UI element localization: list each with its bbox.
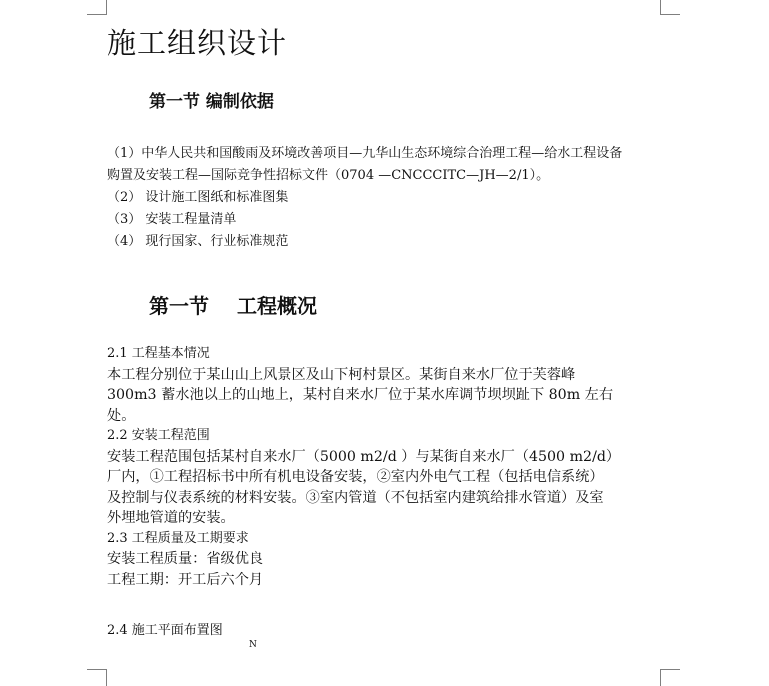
crop-mark-bottom-left-h	[87, 669, 107, 670]
paragraph-line: 及控制与仪表系统的材料安装。③室内管道（不包括室内建筑给排水管道）及室	[107, 489, 604, 506]
crop-mark-top-right-h	[660, 14, 680, 15]
basis-item: 购置及安装工程—国际竞争性招标文件（0704 —CNCCCITC—JH—2/1）。	[107, 168, 550, 183]
crop-mark-top-right-v	[660, 0, 661, 15]
crop-mark-top-left-h	[87, 14, 107, 15]
paragraph-line: 安装工程范围包括某村自来水厂（5000 m2/d ）与某街自来水厂（4500 m2/d）	[107, 448, 621, 465]
paragraph-line: 本工程分别位于某山山上风景区及山下柯村景区。某街自来水厂位于芙蓉峰	[107, 366, 576, 383]
basis-item: （1）中华人民共和国酸雨及环境改善项目—九华山生态环境综合治理工程—给水工程设备	[107, 146, 623, 161]
crop-mark-bottom-right-v	[660, 669, 661, 686]
subsection-heading-quality: 2.3 工程质量及工期要求	[107, 530, 249, 546]
north-arrow-label: N	[249, 640, 257, 650]
subsection-heading-scope: 2.2 安装工程范围	[107, 428, 210, 443]
overview-body	[107, 344, 667, 590]
paragraph-line: 工程工期：开工后六个月	[107, 571, 264, 588]
crop-mark-bottom-right-h	[660, 669, 680, 670]
paragraph-line: 厂内，①工程招标书中所有机电设备安装，②室内外电气工程（包括电信系统）	[107, 469, 604, 485]
basis-item: （4） 现行国家、行业标准规范	[107, 234, 289, 249]
paragraph-line: 300m3 蓄水池以上的山地上，某村自来水厂位于某水库调节坝坝趾下 80m 左右	[107, 387, 614, 403]
crop-mark-bottom-left-v	[106, 669, 107, 686]
basis-item: （2） 设计施工图纸和标准图集	[107, 190, 289, 205]
document-title: 施工组织设计	[107, 26, 288, 60]
section-heading-number: 第一节	[149, 294, 209, 318]
paragraph-line: 安装工程质量：省级优良	[107, 551, 264, 567]
section-heading-overview	[149, 292, 317, 320]
section-heading-text: 工程概况	[237, 294, 317, 318]
subsection-heading-basic: 2.1 工程基本情况	[107, 346, 210, 361]
paragraph-line: 处。	[107, 407, 136, 424]
basis-list	[107, 143, 667, 253]
crop-mark-top-left-v	[106, 0, 107, 15]
section-heading-basis: 第一节 编制依据	[149, 92, 274, 112]
basis-item: （3） 安装工程量清单	[107, 212, 237, 227]
paragraph-line: 外埋地管道的安装。	[107, 510, 235, 526]
subsection-heading-layout: 2.4 施工平面布置图	[107, 623, 223, 638]
